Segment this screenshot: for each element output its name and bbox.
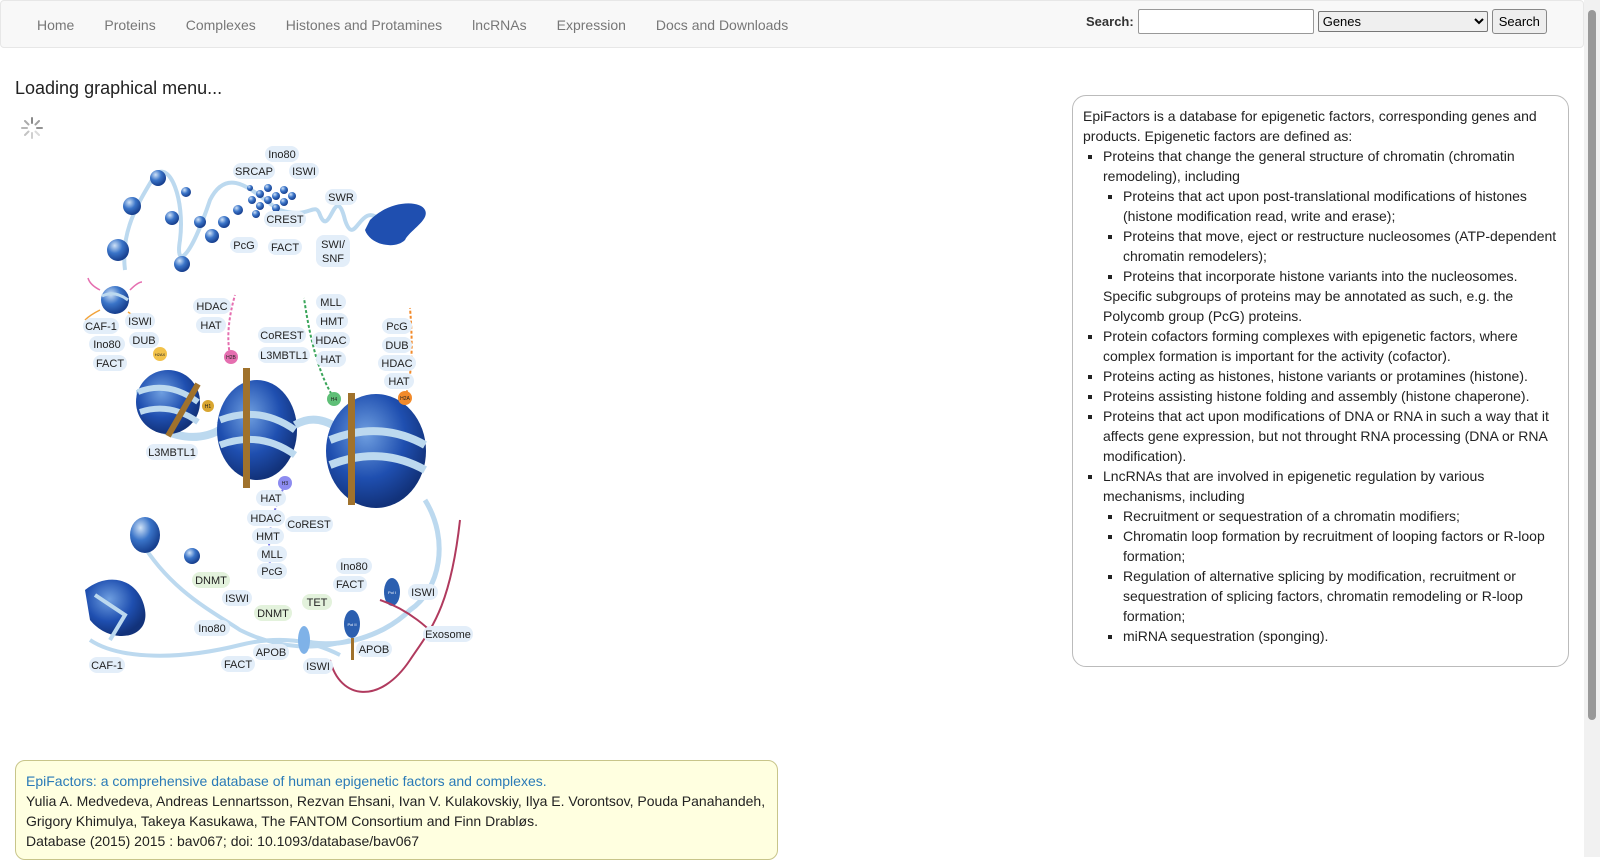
label-tet[interactable] — [302, 594, 332, 610]
label-hdac-left[interactable] — [193, 298, 231, 314]
histone-h4-label: H4 — [330, 397, 338, 403]
svg-text:APOB: APOB — [358, 644, 390, 656]
definition-note: Specific subgroups of proteins may be annotated as such, e.g. the Polycomb group (PcG) proteins. — [1103, 288, 1514, 324]
definition-item: ▪ Proteins acting as histones, histone variants or protamines (histone). — [1103, 366, 1558, 386]
search-form — [1086, 9, 1547, 34]
label-swi-snf[interactable] — [316, 235, 350, 267]
definition-subitem: ▪ miRNA sequestration (sponging). — [1123, 626, 1558, 646]
label-ino80-top[interactable] — [265, 146, 299, 162]
definition-item: ▪ Proteins that act upon modifications of DNA or RNA in such a way that it affects gene expression, but not throught RNA processing (DNA or RNA modification). — [1103, 406, 1558, 466]
label-ino80-bottom-left[interactable] — [194, 620, 230, 636]
label-hmt-center[interactable] — [316, 313, 348, 329]
label-fact-bottom-left[interactable] — [221, 656, 255, 672]
citation-authors: Yulia A. Medvedeva, Andreas Lennartsson, Rezvan Ehsani, Ivan V. Kulakovskiy, Ilya E. Vorontsov, Pouda Panahandeh, Grigory Khimulya, Takeya Kasukawa, The FANTOM Consortium and Finn Drabløs. — [26, 793, 766, 829]
svg-text:APOB: APOB — [255, 647, 287, 659]
svg-text:FACT: FACT — [223, 659, 253, 671]
definition-item: ▪ Proteins that change the general structure of chromatin (chromatin remodeling), including ▪ Proteins that act upon post-translational modifications of histones (histone modification read, write and erase); ▪ Proteins that move, eject or restructure nucleosomes (ATP-dependent chromatin remodelers); ▪ Proteins that incorporate histone variants into the nucleosomes. Specific subgroups of proteins may be annotated as such, e.g. the Polycomb group (PcG) proteins. — [1103, 146, 1558, 326]
svg-text:L3MBTL1: L3MBTL1 — [148, 447, 196, 459]
definition-subitem: ▪ Chromatin loop formation by recruitment of looping factors or R-loop formation; — [1123, 526, 1558, 566]
svg-text:MLL: MLL — [261, 549, 283, 561]
search-type-select[interactable] — [1318, 11, 1488, 32]
svg-text:FACT: FACT — [95, 358, 125, 370]
label-hmt-bottom[interactable] — [252, 528, 284, 544]
svg-text:Ino80: Ino80 — [340, 561, 368, 573]
definition-panel — [1072, 95, 1569, 667]
label-corest-bottom[interactable] — [285, 516, 333, 532]
svg-text:HDAC: HDAC — [196, 301, 228, 313]
definition-item: ▪ LncRNAs that are involved in epigenetic regulation by various mechanisms, including ▪ Recruitment or sequestration of a chromatin modifiers; ▪ Chromatin loop formation by recruitment of looping factors or R-loop formation; ▪ Regulation of alternative splicing by modification, recruitment or sequestration of splicing factors, chromatin remodeling or R-loop formation; ▪ miRNA sequestration (sponging). — [1103, 466, 1558, 646]
label-caf1-bottom[interactable] — [89, 657, 125, 673]
label-fact-top[interactable] — [268, 239, 302, 255]
label-fact-left[interactable] — [93, 355, 127, 371]
svg-text:HAT: HAT — [260, 493, 282, 505]
label-hdac-bottom[interactable] — [247, 510, 285, 526]
label-srcap[interactable] — [233, 163, 275, 179]
svg-text:ISWI: ISWI — [225, 593, 249, 605]
label-l3mbtl1-center[interactable] — [258, 347, 310, 363]
label-iswi-top[interactable] — [289, 163, 319, 179]
citation-title-link[interactable]: EpiFactors: a comprehensive database of human epigenetic factors and complexes. — [26, 773, 547, 789]
label-iswi-left[interactable] — [125, 313, 155, 329]
svg-text:PcG: PcG — [386, 321, 408, 333]
nav-histones-protamines[interactable]: Histones and Protamines — [285, 17, 443, 33]
svg-text:PcG: PcG — [233, 240, 255, 252]
label-dnmt-2[interactable] — [254, 605, 292, 621]
histone-h2a-label: H2A — [400, 396, 410, 402]
search-label: Search: — [1086, 14, 1134, 29]
label-hat-right[interactable] — [384, 373, 414, 389]
svg-text:HDAC: HDAC — [381, 358, 413, 370]
label-hdac-right[interactable] — [378, 355, 416, 371]
histone-h3-label: H3 — [281, 481, 289, 487]
svg-text:DNMT: DNMT — [257, 608, 289, 620]
svg-text:HAT: HAT — [320, 354, 342, 366]
scrollbar-thumb[interactable] — [1588, 10, 1596, 720]
label-pcg-bottom[interactable] — [257, 563, 287, 579]
definition-subitem: ▪ Proteins that act upon post-translational modifications of histones (histone modification read, write and erase); — [1123, 186, 1558, 226]
histone-h2b-label: H2B — [226, 355, 236, 361]
definition-intro: EpiFactors is a database for epigenetic factors, corresponding genes and products. Epigenetic factors are defined as: — [1083, 108, 1537, 144]
label-apob-1[interactable] — [253, 644, 289, 660]
svg-text:HAT: HAT — [200, 320, 222, 332]
label-fact-bottom[interactable] — [333, 576, 367, 592]
nav-complexes[interactable]: Complexes — [185, 17, 256, 33]
svg-text:HMT: HMT — [320, 316, 344, 328]
pol-i-label: Pol I — [387, 590, 397, 595]
label-iswi-bottom-bottom[interactable] — [303, 658, 333, 674]
label-ino80-bottom[interactable] — [336, 558, 372, 574]
label-pcg-top[interactable] — [230, 237, 258, 253]
definition-subitem: ▪ Proteins that move, eject or restructure nucleosomes (ATP-dependent chromatin remodelers); — [1123, 226, 1558, 266]
label-iswi-bottom[interactable] — [222, 590, 252, 606]
page-scrollbar[interactable] — [1584, 0, 1600, 857]
svg-text:L3MBTL1: L3MBTL1 — [260, 350, 308, 362]
svg-text:TET: TET — [306, 597, 328, 609]
svg-text:ISWI: ISWI — [411, 587, 435, 599]
label-hdac-center[interactable] — [312, 332, 350, 348]
svg-text:SWI/: SWI/ — [321, 239, 345, 251]
svg-text:SWR: SWR — [328, 192, 354, 204]
nav-proteins[interactable]: Proteins — [104, 17, 156, 33]
svg-text:Ino80: Ino80 — [93, 339, 121, 351]
label-iswi-bottom-right[interactable] — [408, 584, 438, 600]
svg-text:HMT: HMT — [256, 531, 280, 543]
svg-text:SNF: SNF — [322, 253, 344, 265]
svg-text:SRCAP: SRCAP — [235, 166, 273, 178]
label-ino80-left[interactable] — [89, 336, 125, 352]
nav-links — [22, 1, 803, 49]
chromatin-graphic-menu[interactable] — [80, 140, 500, 720]
definition-list — [1083, 146, 1558, 646]
citation-journal: Database (2015) 2015 : bav067; doi: 10.1093/database/bav067 — [26, 833, 420, 849]
search-input[interactable] — [1138, 9, 1314, 34]
histone-h1-label: H1 — [204, 404, 212, 410]
svg-text:ISWI: ISWI — [306, 661, 330, 673]
svg-text:PcG: PcG — [261, 566, 283, 578]
definition-item: ▪ Protein cofactors forming complexes with epigenetic factors, where complex formation is important for the activity (cofactor). — [1103, 326, 1558, 366]
label-caf1-top[interactable] — [83, 318, 119, 334]
histone-h2ax-label: H2AX — [154, 352, 166, 357]
label-swr[interactable] — [325, 189, 357, 205]
svg-text:CREST: CREST — [266, 214, 304, 226]
svg-text:FACT: FACT — [270, 242, 300, 254]
svg-text:CAF-1: CAF-1 — [85, 321, 117, 333]
label-mll-center[interactable] — [316, 294, 346, 310]
svg-text:ISWI: ISWI — [128, 316, 152, 328]
svg-text:Ino80: Ino80 — [268, 149, 296, 161]
loading-message: Loading graphical menu... — [15, 78, 223, 98]
svg-text:DUB: DUB — [385, 340, 409, 352]
label-dub-right[interactable] — [382, 337, 412, 353]
definition-subitem: ▪ Regulation of alternative splicing by modification, recruitment or sequestration of splicing factors, chromatin remodeling or R-loop formation; — [1123, 566, 1558, 626]
label-corest-center[interactable] — [258, 327, 306, 343]
svg-text:DUB: DUB — [132, 335, 156, 347]
nucleosome-left — [136, 347, 230, 437]
loading-spinner-icon — [20, 116, 44, 140]
svg-text:Ino80: Ino80 — [198, 623, 226, 635]
nav-expression[interactable]: Expression — [556, 17, 626, 33]
top-navbar — [0, 0, 1584, 48]
definition-item: ▪ Proteins assisting histone folding and assembly (histone chaperone). — [1103, 386, 1558, 406]
svg-text:DNMT: DNMT — [195, 575, 227, 587]
pol-ii-label: Pol II — [347, 622, 357, 627]
nav-lncrnas[interactable]: lncRNAs — [472, 17, 527, 33]
citation-box — [15, 760, 778, 860]
label-dub-left[interactable] — [129, 332, 159, 348]
svg-text:HAT: HAT — [388, 376, 410, 388]
label-mll-bottom[interactable] — [257, 546, 287, 562]
svg-text:HDAC: HDAC — [250, 513, 282, 525]
svg-text:MLL: MLL — [320, 297, 342, 309]
label-apob-2[interactable] — [356, 641, 392, 657]
label-l3mbtl1-bottom[interactable] — [146, 444, 198, 460]
label-pcg-right[interactable] — [382, 318, 412, 334]
label-crest[interactable] — [264, 211, 306, 227]
label-exosome[interactable] — [423, 626, 473, 642]
label-dnmt-1[interactable] — [192, 572, 230, 588]
label-hat-left[interactable] — [196, 317, 226, 333]
label-hat-center[interactable] — [316, 351, 346, 367]
svg-text:CAF-1: CAF-1 — [91, 660, 123, 672]
svg-text:Exosome: Exosome — [425, 629, 471, 641]
svg-text:ISWI: ISWI — [292, 166, 316, 178]
nav-home[interactable]: Home — [37, 17, 75, 33]
svg-text:HDAC: HDAC — [315, 335, 347, 347]
svg-text:CoREST: CoREST — [287, 519, 331, 531]
search-button[interactable]: Search — [1492, 9, 1547, 34]
svg-text:FACT: FACT — [335, 579, 365, 591]
svg-text:CoREST: CoREST — [260, 330, 304, 342]
definition-subitem: ▪ Recruitment or sequestration of a chromatin modifiers; — [1123, 506, 1558, 526]
definition-subitem: ▪ Proteins that incorporate histone variants into the nucleosomes. — [1123, 266, 1558, 286]
nav-docs-downloads[interactable]: Docs and Downloads — [655, 17, 789, 33]
label-hat-bottom[interactable] — [256, 490, 286, 506]
